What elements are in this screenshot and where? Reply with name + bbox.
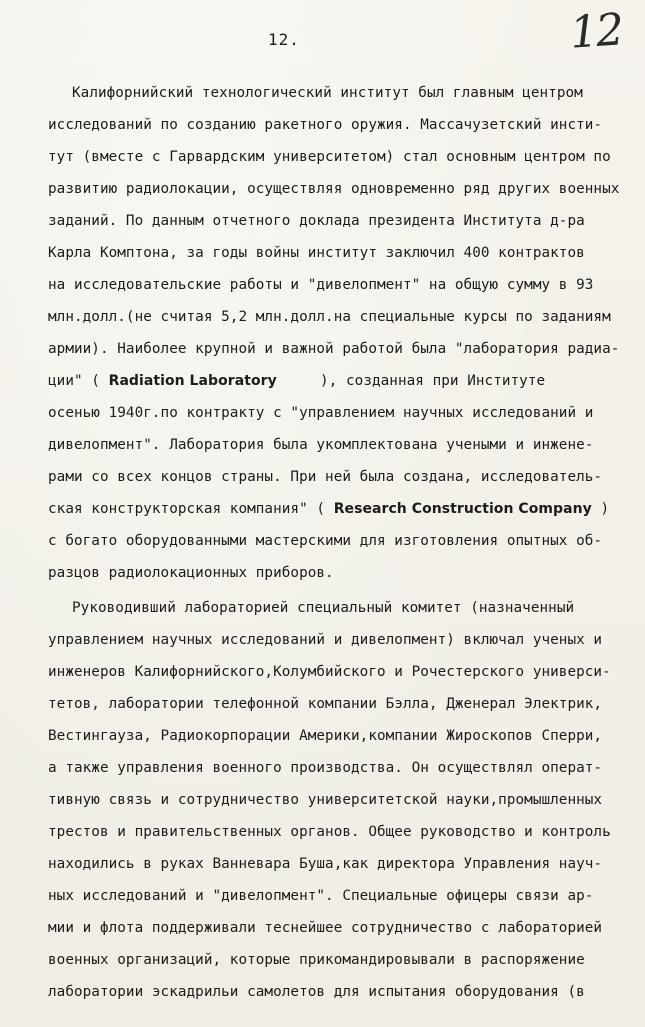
text-line: осенью 1940г.по контракту с "управлением научных исследований и bbox=[48, 405, 594, 421]
text-line: заданий. По данным отчетного доклада президента Института д-ра bbox=[48, 213, 585, 229]
text-line: Карла Комптона, за годы войны институт заключил 400 контрактов bbox=[48, 245, 585, 261]
text-line: тут (вместе с Гарвардским университетом) стал основным центром по bbox=[48, 149, 611, 165]
text-line: разцов радиолокационных приборов. bbox=[48, 565, 334, 581]
text-line-with-latin bbox=[48, 365, 638, 397]
text-line: тетов, лаборатории телефонной компании Бэлла, Дженерал Электрик, bbox=[48, 696, 603, 712]
text-line: военных организаций, которые прикомандировывали в распоряжение bbox=[48, 952, 585, 968]
handwritten-page-number: 12 bbox=[568, 4, 624, 59]
text-line: мии и флота поддерживали теснейшее сотрудничество с лабораторией bbox=[48, 920, 603, 936]
latin-term: Research Construction Company bbox=[333, 501, 592, 517]
text-line: армии). Наиболее крупной и важной работой была "лаборатория радиа- bbox=[48, 341, 620, 357]
text-segment: ), созданная при Институте bbox=[276, 373, 546, 389]
text-segment: ) bbox=[591, 501, 610, 517]
text-line: исследований по созданию ракетного оружия. Массачузетский инсти- bbox=[48, 117, 603, 133]
paragraph-2 bbox=[48, 592, 638, 1008]
text-line: инженеров Калифорнийского,Колумбийского и Рочестерского универси- bbox=[48, 664, 611, 680]
text-line: трестов и правительственных органов. Общее руководство и контроль bbox=[48, 824, 611, 840]
text-line: Калифорнийский технологический институт был главным центром bbox=[72, 85, 583, 101]
text-line: на исследовательские работы и "дивелопмент" на общую сумму в 93 bbox=[48, 277, 594, 293]
text-line: с богато оборудованными мастерскими для изготовления опытных об- bbox=[48, 533, 603, 549]
text-line: рами со всех концов страны. При ней была создана, исследователь- bbox=[48, 469, 603, 485]
text-line-with-latin bbox=[48, 493, 638, 525]
text-line: находились в руках Ванневара Буша,как директора Управления науч- bbox=[48, 856, 603, 872]
text-line: Руководивший лабораторией специальный комитет (назначенный bbox=[72, 600, 575, 616]
text-line: млн.долл.(не считая 5,2 млн.долл.на специальные курсы по заданиям bbox=[48, 309, 611, 325]
latin-term: Radiation Laboratory bbox=[108, 373, 277, 389]
text-line: дивелопмент". Лаборатория была укомплектована учеными и инжене- bbox=[48, 437, 594, 453]
text-segment: ции" ( bbox=[48, 373, 109, 389]
text-line: Вестингауза, Радиокорпорации Америки,компании Жироскопов Сперри, bbox=[48, 728, 603, 744]
text-line: управлением научных исследований и дивелопмент) включал ученых и bbox=[48, 632, 603, 648]
text-segment: ская конструкторская компания" ( bbox=[48, 501, 334, 517]
text-line: тивную связь и сотрудничество университетской науки,промышленных bbox=[48, 792, 603, 808]
text-line: лаборатории эскадрильи самолетов для испытания оборудования (в bbox=[48, 984, 585, 1000]
page-number: 12. bbox=[268, 30, 300, 49]
text-line: развитию радиолокации, осуществляя одновременно ряд других военных bbox=[48, 181, 620, 197]
text-line: а также управления военного производства. Он осуществлял операт- bbox=[48, 760, 603, 776]
paragraph-1 bbox=[48, 77, 638, 589]
text-line: ных исследований и "дивелопмент". Специальные офицеры связи ар- bbox=[48, 888, 594, 904]
